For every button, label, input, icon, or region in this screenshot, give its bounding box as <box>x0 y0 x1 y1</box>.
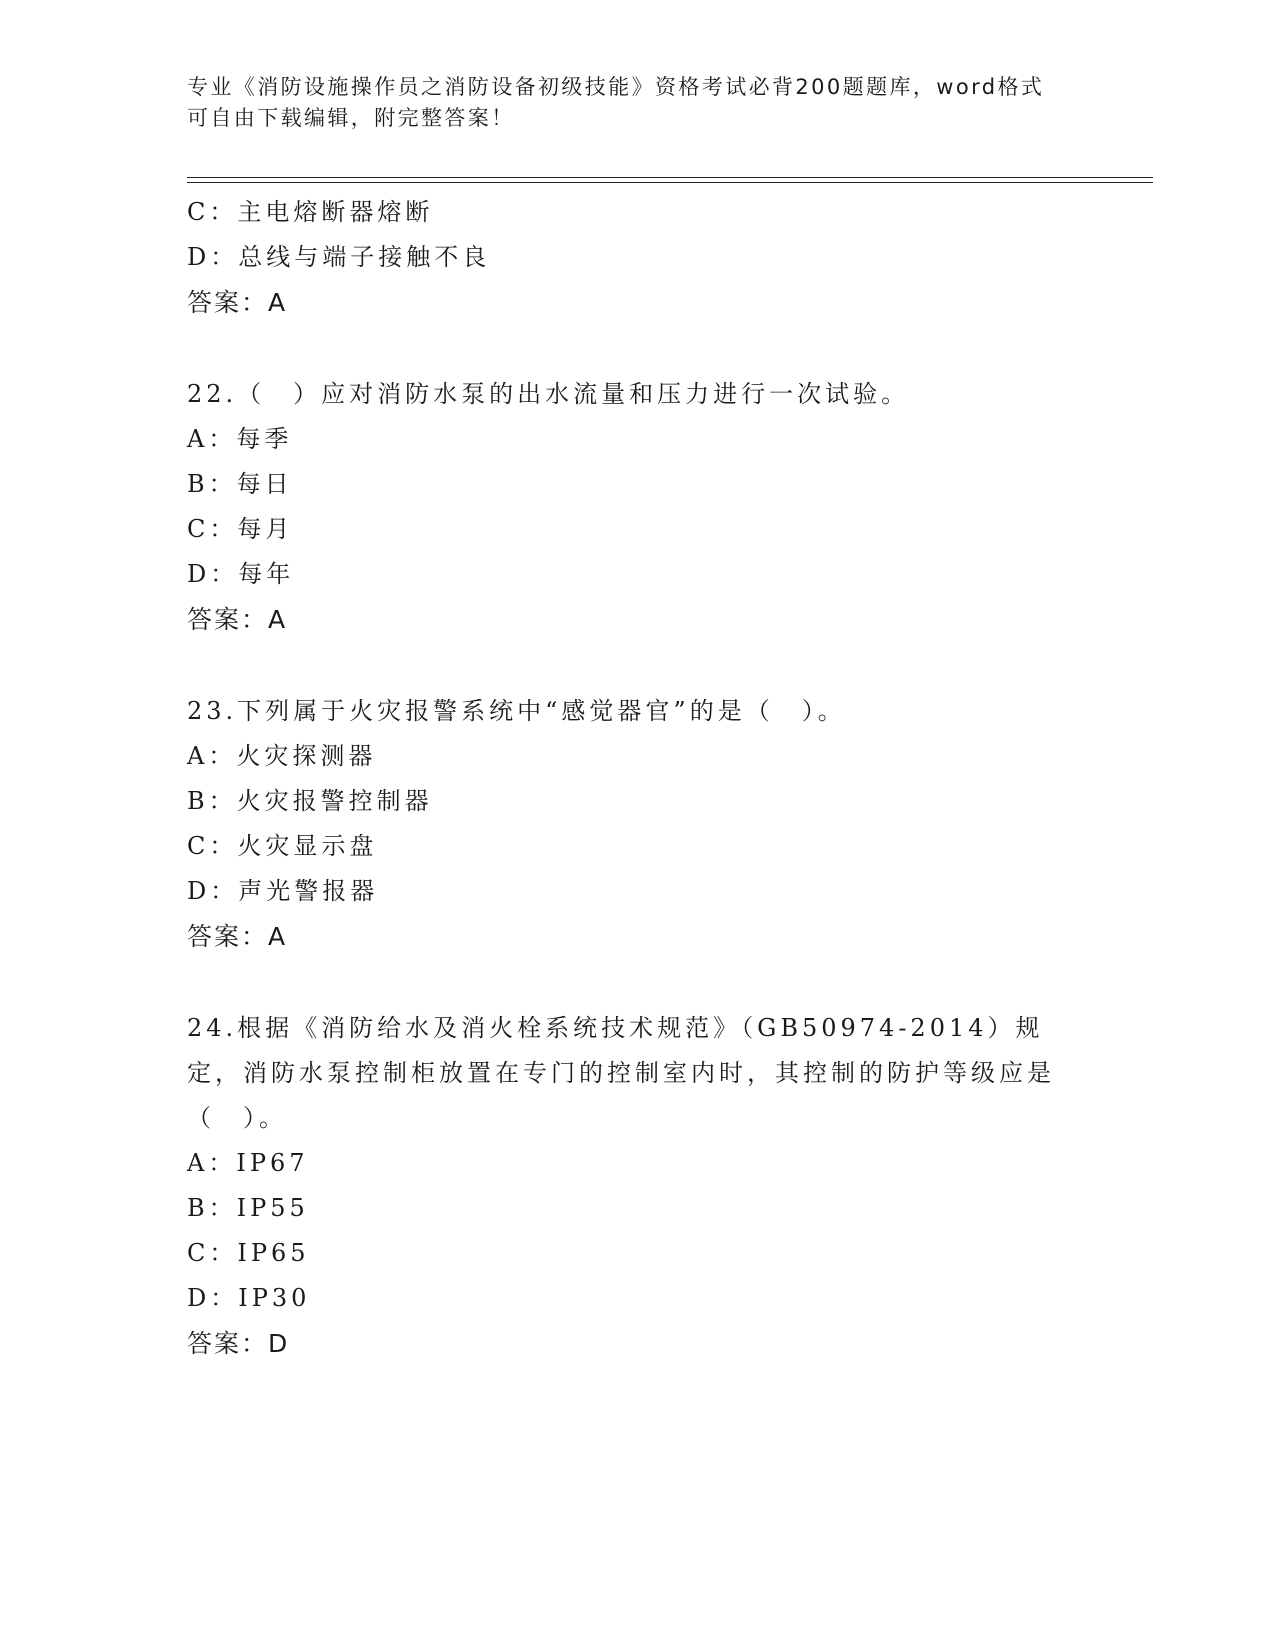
option-text: IP55 <box>236 1194 309 1222</box>
option-letter: A： <box>187 1149 237 1177</box>
option-item <box>187 1141 1067 1186</box>
document-header: 专业《消防设施操作员之消防设备初级技能》资格考试必背200题题库，word格式可自由下载编辑，附完整答案！ <box>187 75 1045 130</box>
answer-label: 答案： <box>187 605 269 634</box>
answer-line <box>187 280 1067 325</box>
option-letter: B： <box>187 470 237 498</box>
answer-label: 答案： <box>187 1329 269 1358</box>
option-letter: C： <box>187 198 238 226</box>
answer-label: 答案： <box>187 922 269 951</box>
question-stem: 22.（ ）应对消防水泵的出水流量和压力进行一次试验。 <box>187 380 910 408</box>
question-stem: 24.根据《消防给水及消火栓系统技术规范》（GB50974-2014）规定，消防水泵控制柜放置在专门的控制室内时，其控制的防护等级应是（ ）。 <box>187 1014 1055 1132</box>
option-letter: C： <box>187 832 238 860</box>
option-text: 总线与端子接触不良 <box>238 243 491 271</box>
option-item <box>187 235 1067 280</box>
option-letter: B： <box>187 1194 237 1222</box>
question-stem: 23.下列属于火灾报警系统中“感觉器官”的是（ ）。 <box>187 697 846 725</box>
option-text: 每年 <box>238 560 295 588</box>
question-fragment <box>187 190 1067 325</box>
option-item <box>187 507 1067 552</box>
answer-line <box>187 1321 1067 1366</box>
option-letter: D： <box>187 877 239 905</box>
option-item <box>187 1276 1067 1321</box>
question-22 <box>187 372 1067 642</box>
option-item <box>187 1186 1067 1231</box>
option-text: 火灾显示盘 <box>237 832 378 860</box>
option-letter: D： <box>187 560 239 588</box>
answer-label: 答案： <box>187 288 269 317</box>
option-text: 火灾探测器 <box>236 742 377 770</box>
answer-value: A <box>268 922 288 951</box>
option-text: 主电熔断器熔断 <box>237 198 434 226</box>
option-letter: C： <box>187 1239 238 1267</box>
option-letter: D： <box>187 243 239 271</box>
option-item <box>187 190 1067 235</box>
option-item <box>187 552 1067 597</box>
option-letter: C： <box>187 515 238 543</box>
option-text: 火灾报警控制器 <box>236 787 433 815</box>
option-letter: B： <box>187 787 237 815</box>
answer-value: A <box>268 605 288 634</box>
option-letter: A： <box>187 742 237 770</box>
question-24 <box>187 1006 1067 1366</box>
option-item <box>187 779 1067 824</box>
option-text: 声光警报器 <box>238 877 379 905</box>
option-item <box>187 462 1067 507</box>
option-item <box>187 824 1067 869</box>
answer-value: D <box>268 1329 290 1358</box>
option-letter: A： <box>187 425 237 453</box>
option-text: IP67 <box>236 1149 309 1177</box>
option-text: 每日 <box>236 470 293 498</box>
option-text: IP65 <box>237 1239 310 1267</box>
header-divider-bottom <box>187 182 1153 183</box>
question-list <box>187 190 1067 1366</box>
option-text: 每季 <box>236 425 293 453</box>
option-text: 每月 <box>237 515 294 543</box>
answer-line <box>187 914 1067 959</box>
question-23 <box>187 689 1067 959</box>
answer-value: A <box>268 288 288 317</box>
option-item <box>187 869 1067 914</box>
header-divider-top <box>187 177 1153 178</box>
answer-line <box>187 597 1067 642</box>
option-text: IP30 <box>238 1284 311 1312</box>
option-letter: D： <box>187 1284 239 1312</box>
option-item <box>187 1231 1067 1276</box>
option-item <box>187 417 1067 462</box>
option-item <box>187 734 1067 779</box>
